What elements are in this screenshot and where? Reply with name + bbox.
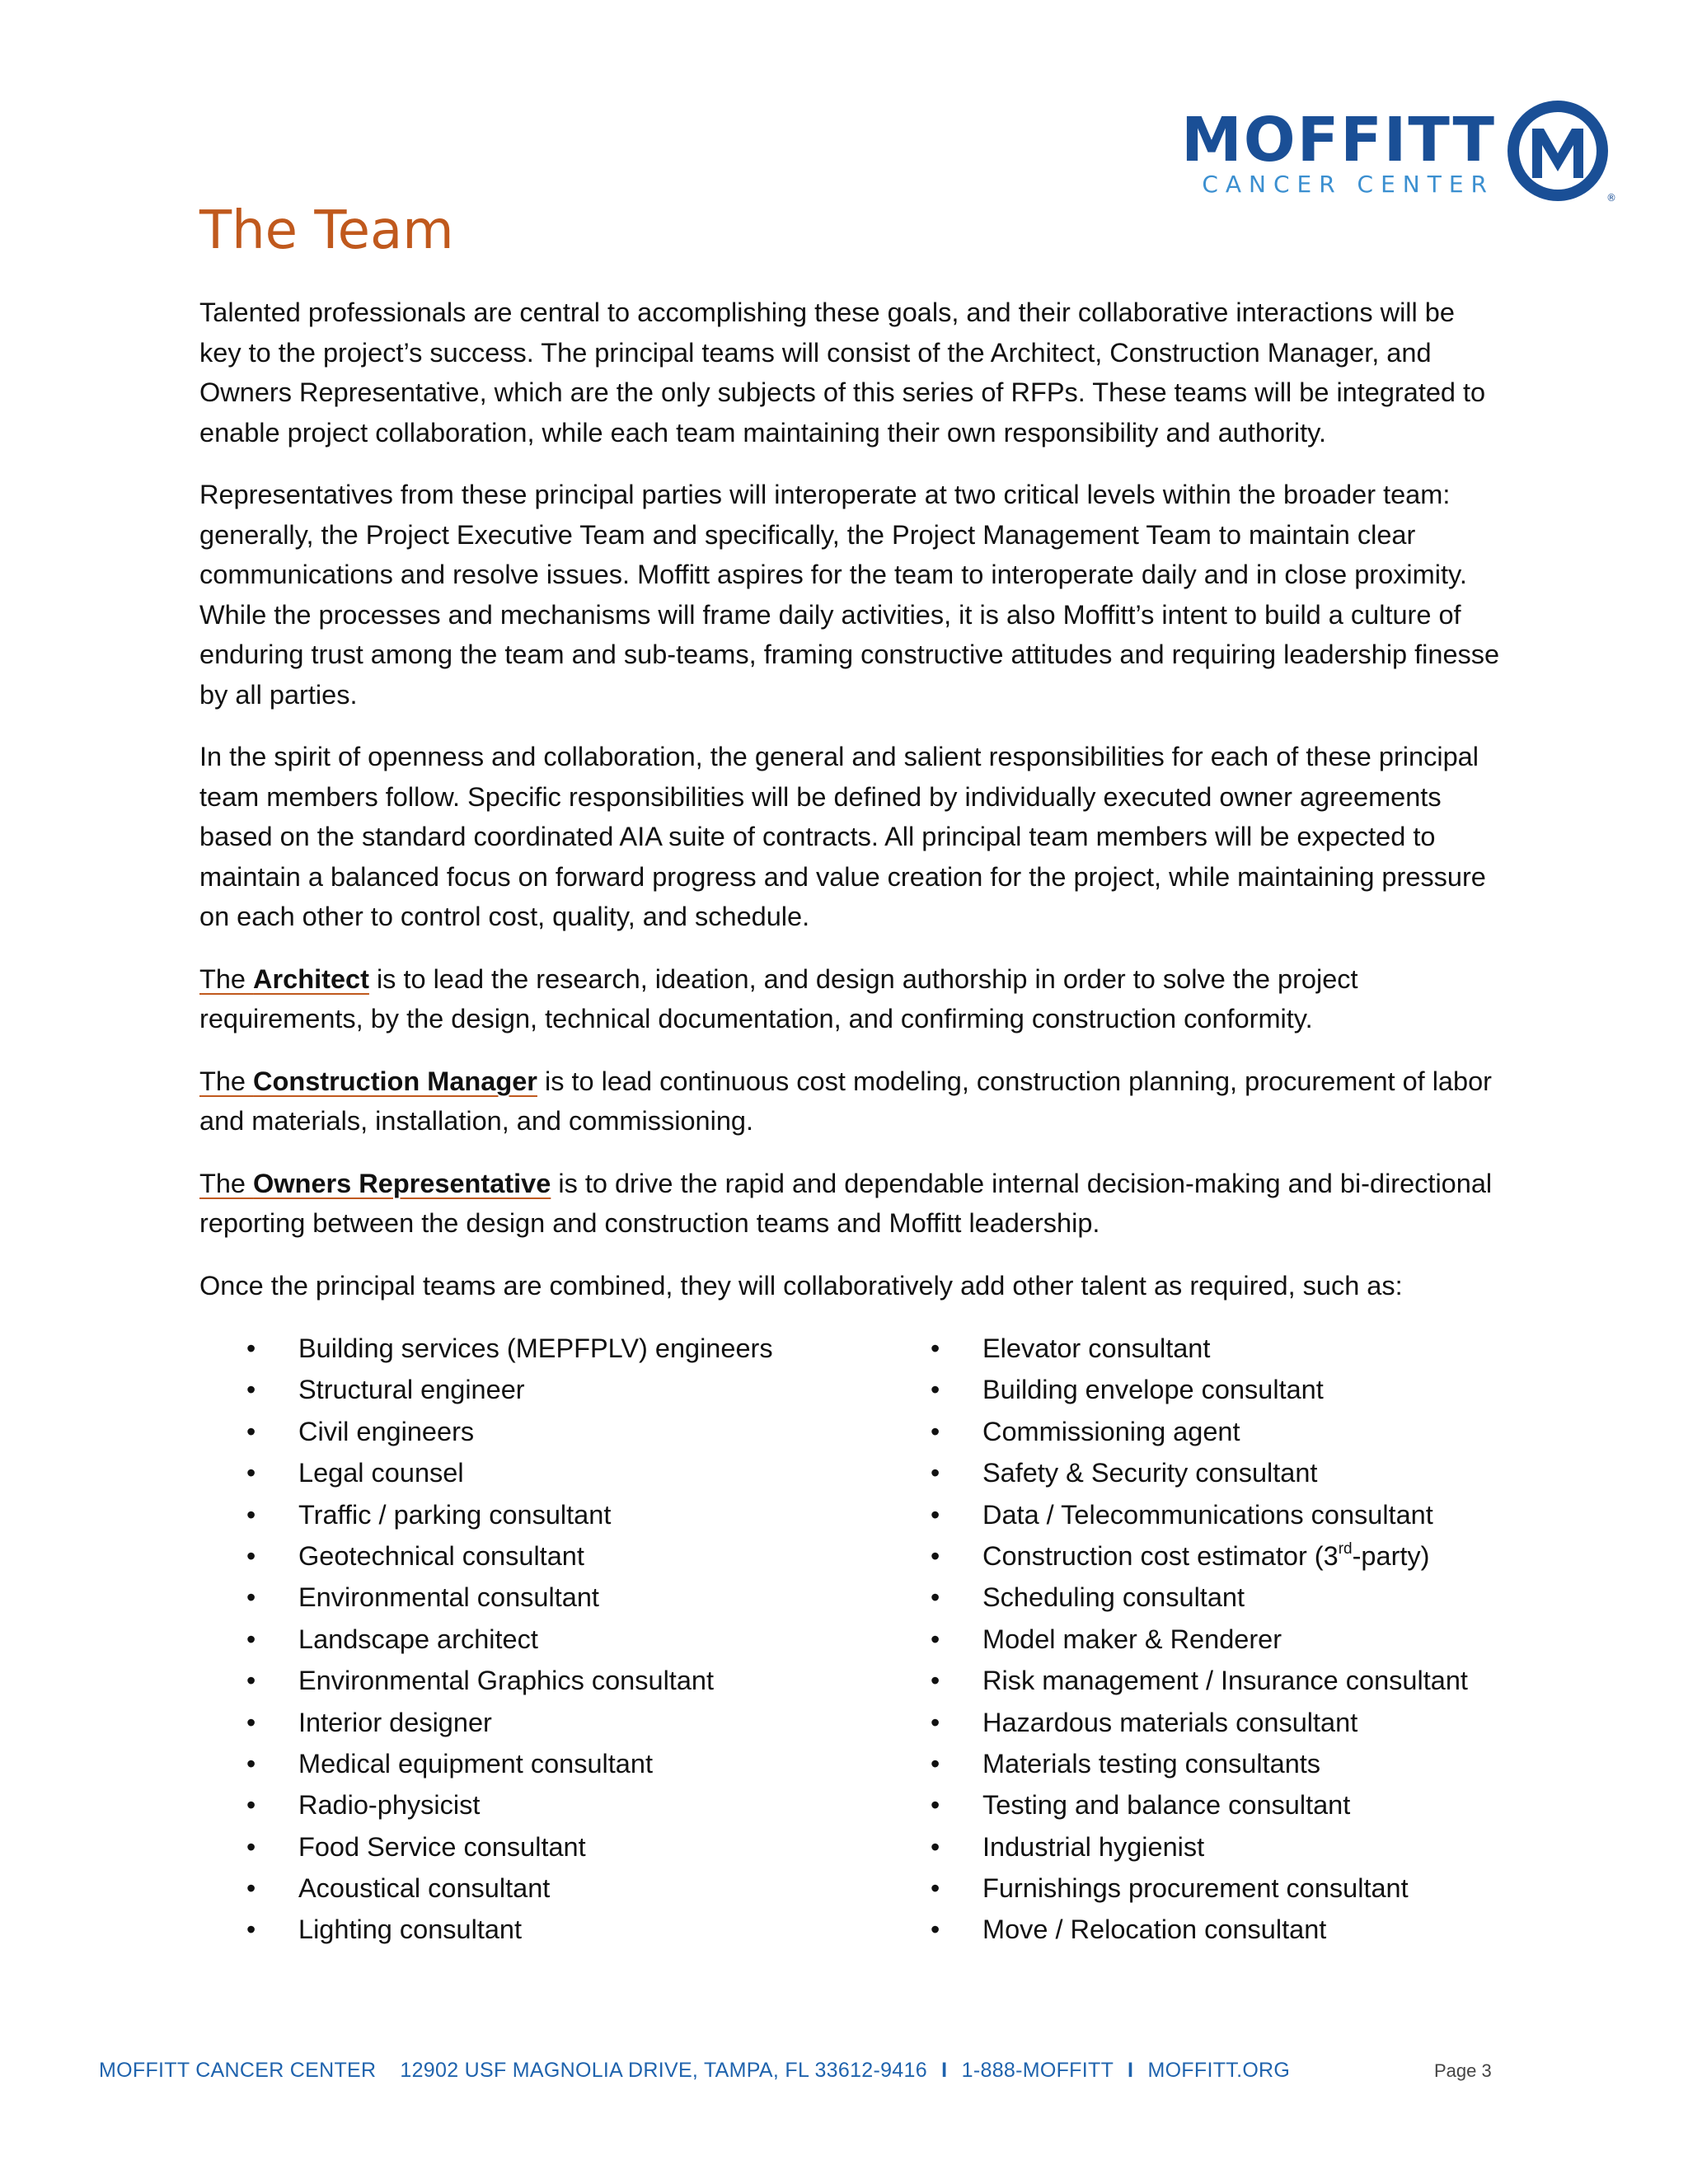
paragraph: Representatives from these principal parties will interoperate at two critical levels within the broader team: generally, the Project Executive Team and specifically, the Project Management Team to maintain clear communications and resolve issues. Moffitt aspires for the team to interoperate daily and in close proximity. While the processes and mechanisms will frame daily activities, it is also Moffitt’s intent to build a culture of enduring trust among the team and sub-teams, framing constructive attitudes and requiring leadership finesse by all parties. — [199, 480, 1500, 710]
logo-subtitle: CANCER CENTER — [1202, 171, 1494, 198]
list-item: • Safety & Security consultant — [884, 1452, 1468, 1493]
list-item: • Medical equipment consultant — [199, 1743, 884, 1784]
list-item: • Elevator consultant — [884, 1328, 1468, 1369]
right-talent-list — [884, 1328, 1468, 1951]
bullet-icon: • — [246, 1375, 256, 1405]
page-number: Page 3 — [1434, 2060, 1492, 2081]
bullet-icon: • — [931, 1666, 940, 1696]
bullet-icon: • — [246, 1540, 256, 1571]
footer-separator: I — [941, 2059, 948, 2082]
role-owners-representative-label: The Owners Representative — [199, 1168, 551, 1198]
list-item: • Radio-physicist — [199, 1784, 884, 1825]
left-talent-list — [199, 1328, 884, 1951]
role-architect-label: The Architect — [199, 963, 369, 994]
list-item: • Move / Relocation consultant — [884, 1909, 1468, 1950]
bullet-icon: • — [246, 1748, 256, 1779]
bullet-icon: • — [931, 1333, 940, 1363]
talent-lists — [199, 1328, 1502, 1951]
bullet-icon: • — [931, 1831, 940, 1862]
bullet-icon: • — [931, 1707, 940, 1737]
bullet-icon: • — [931, 1458, 940, 1488]
footer-org: MOFFITT CANCER CENTER — [99, 2059, 377, 2082]
bullet-icon: • — [246, 1499, 256, 1530]
role-architect: The Architect is to lead the research, ideation, and design authorship in order to solve the project requirements, by the design, technical documentation, and confirming construction conformity. — [199, 963, 1358, 1033]
bullet-icon: • — [931, 1582, 940, 1613]
bullet-icon: • — [246, 1582, 256, 1613]
footer-phone: 1-888-MOFFITT — [961, 2059, 1114, 2082]
document-body — [199, 293, 1502, 1951]
list-item: • Environmental Graphics consultant — [199, 1660, 884, 1701]
list-item: • Food Service consultant — [199, 1826, 884, 1868]
list-item: • Model maker & Renderer — [884, 1619, 1468, 1660]
bullet-icon: • — [931, 1416, 940, 1446]
list-item: • Environmental consultant — [199, 1577, 884, 1618]
list-item: • Traffic / parking consultant — [199, 1494, 884, 1535]
list-item: • Landscape architect — [199, 1619, 884, 1660]
role-construction-manager-label: The Construction Manager — [199, 1066, 537, 1096]
bullet-icon: • — [931, 1499, 940, 1530]
list-item: • Interior designer — [199, 1702, 884, 1743]
footer-website-link[interactable]: MOFFITT.ORG — [1147, 2059, 1291, 2082]
list-item: • Civil engineers — [199, 1411, 884, 1452]
logo-wordmark: MOFFITT — [1181, 105, 1496, 176]
bullet-icon: • — [931, 1915, 940, 1945]
list-item: • Hazardous materials consultant — [884, 1702, 1468, 1743]
bullet-icon: • — [246, 1333, 256, 1363]
bullet-icon: • — [246, 1873, 256, 1904]
bullet-icon: • — [931, 1540, 940, 1571]
bullet-icon: • — [246, 1416, 256, 1446]
bullet-icon: • — [931, 1748, 940, 1779]
paragraph: Talented professionals are central to accomplishing these goals, and their collaborative interactions will be key to the project’s success. The principal teams will consist of the Architect, Construction Manager, and Owners Representative, which are the only subjects of this series of RFPs. These teams will be integrated to enable project collaboration, while each team maintaining their own responsibility and authority. — [199, 298, 1486, 448]
footer-contact — [99, 2059, 1290, 2083]
paragraph: In the spirit of openness and collaboration, the general and salient responsibilities for each of these principal team members follow. Specific responsibilities will be defined by individually executed owner agreements based on the standard coordinated AIA suite of contracts. All principal team members will be expected to maintain a balanced focus on forward progress and value creation for the project, while maintaining pressure on each other to control cost, quality, and schedule. — [199, 742, 1486, 931]
moffitt-m-emblem-icon — [1504, 97, 1620, 204]
bullet-icon: • — [246, 1666, 256, 1696]
role-owners-representative: The Owners Representative is to drive the rapid and dependable internal decision-making and bi-directional reporting between the design and construction teams and Moffitt leadership. — [199, 1168, 1493, 1238]
bullet-icon: • — [931, 1790, 940, 1821]
list-item: • Scheduling consultant — [884, 1577, 1468, 1618]
bullet-icon: • — [246, 1831, 256, 1862]
list-item: • Risk management / Insurance consultant — [884, 1660, 1468, 1701]
list-item: • Data / Telecommunications consultant — [884, 1494, 1468, 1535]
bullet-icon: • — [246, 1624, 256, 1654]
footer-separator: I — [1127, 2059, 1134, 2082]
list-item: • Construction cost estimator (3rd-party) — [884, 1535, 1468, 1577]
bullet-icon: • — [246, 1790, 256, 1821]
bullet-icon: • — [931, 1624, 940, 1654]
list-item: • Building services (MEPFPLV) engineers — [199, 1328, 884, 1369]
list-item: • Testing and balance consultant — [884, 1784, 1468, 1825]
footer-address: 12902 USF MAGNOLIA DRIVE, TAMPA, FL 33612-9416 — [400, 2059, 927, 2082]
bullet-icon: • — [246, 1915, 256, 1945]
list-item: • Materials testing consultants — [884, 1743, 1468, 1784]
list-intro: Once the principal teams are combined, they will collaboratively add other talent as required, such as: — [199, 1270, 1403, 1301]
bullet-icon: • — [246, 1707, 256, 1737]
bullet-icon: • — [246, 1458, 256, 1488]
list-item: • Acoustical consultant — [199, 1868, 884, 1909]
list-item: • Lighting consultant — [199, 1909, 884, 1950]
role-construction-manager: The Construction Manager is to lead continuous cost modeling, construction planning, procurement of labor and materials, installation, and commissioning. — [199, 1066, 1492, 1136]
list-item: • Commissioning agent — [884, 1411, 1468, 1452]
moffitt-logo — [1181, 97, 1620, 204]
list-item: • Legal counsel — [199, 1452, 884, 1493]
svg-text:®: ® — [1606, 192, 1616, 204]
list-item: • Industrial hygienist — [884, 1826, 1468, 1868]
ordinal-superscript: rd — [1338, 1540, 1353, 1558]
list-item: • Building envelope consultant — [884, 1369, 1468, 1410]
bullet-icon: • — [931, 1873, 940, 1904]
list-item: • Geotechnical consultant — [199, 1535, 884, 1577]
bullet-icon: • — [931, 1375, 940, 1405]
page-title: The Team — [199, 200, 454, 261]
list-item: • Furnishings procurement consultant — [884, 1868, 1468, 1909]
list-item: • Structural engineer — [199, 1369, 884, 1410]
